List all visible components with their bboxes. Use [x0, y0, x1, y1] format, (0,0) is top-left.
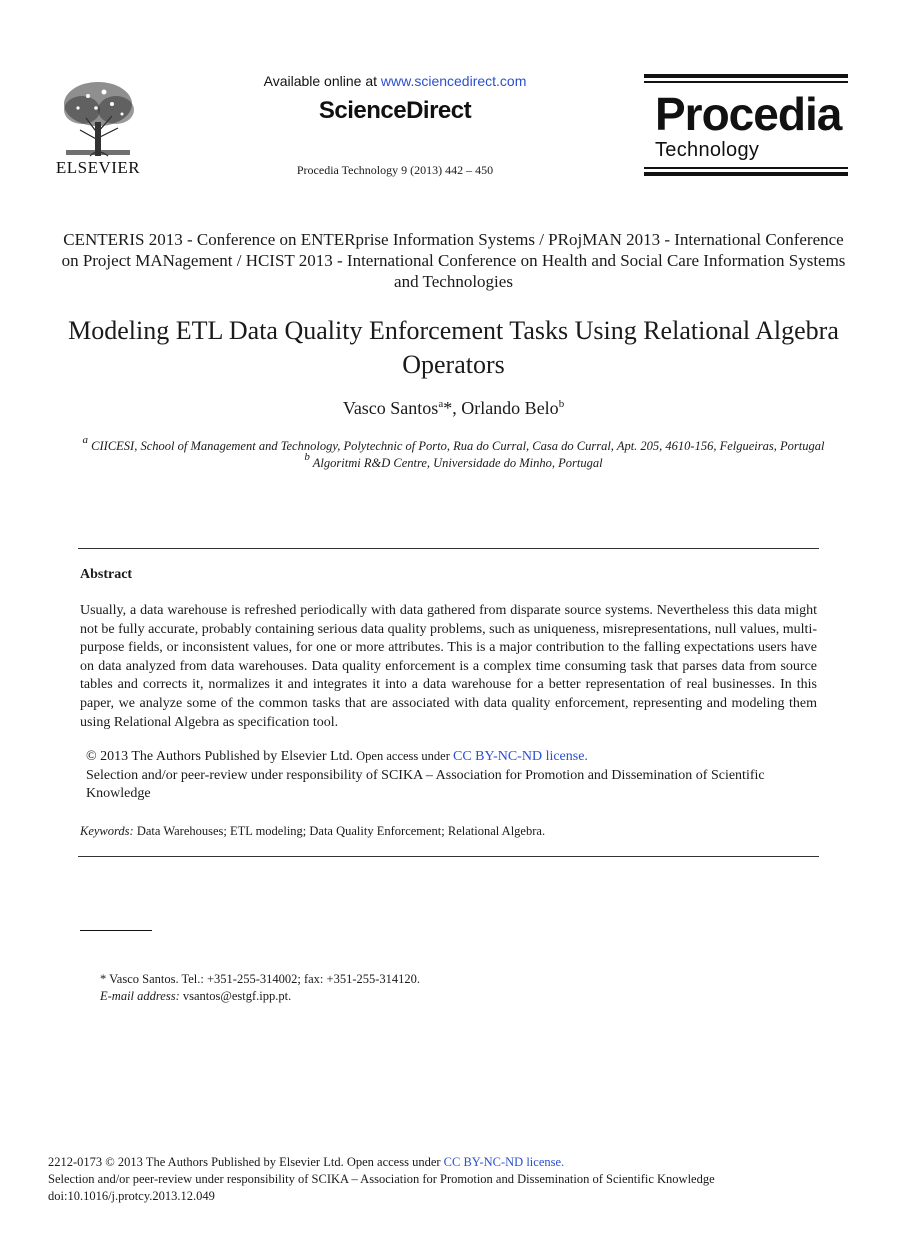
- author-name: Vasco Santos: [342, 398, 439, 418]
- procedia-top-thin-bar: [644, 81, 848, 83]
- contact-line: * Vasco Santos. Tel.: +351-255-314002; fax: +351-255-314120.: [100, 972, 421, 986]
- affiliation-mark: a: [82, 434, 89, 446]
- paper-title: Modeling ETL Data Quality Enforcement Tasks Using Relational Algebra Operators: [68, 316, 839, 379]
- journal-reference: Procedia Technology 9 (2013) 442 – 450: [296, 163, 494, 177]
- footer-peer-review: Selection and/or peer-review under responsibility of SCIKA – Association for Promotion and Dissemination of Scientific Knowledge: [48, 1172, 715, 1186]
- procedia-logo-title: Procedia: [655, 88, 842, 140]
- footer-license-link[interactable]: CC BY-NC-ND license.: [443, 1155, 565, 1169]
- email-label: E-mail address:: [100, 989, 180, 1003]
- copyright-line: © 2013 The Authors Published by Elsevier Ltd.: [86, 749, 354, 764]
- procedia-bottom-bar: [644, 172, 848, 176]
- publication-footer: [48, 1154, 868, 1205]
- author-affiliation-mark: a: [438, 398, 444, 410]
- keywords-text: Data Warehouses; ETL modeling; Data Quality Enforcement; Relational Algebra.: [133, 824, 546, 838]
- procedia-top-bar: [644, 74, 848, 78]
- affiliation-text: CIICESI, School of Management and Technology, Polytechnic of Porto, Rua do Curral, Casa do Curral, Apt. 205, 4610-156, Felgueiras, Portugal: [91, 439, 825, 453]
- license-link[interactable]: CC BY-NC-ND license.: [453, 749, 588, 764]
- available-online-line: [230, 73, 560, 89]
- abstract-text: Usually, a data warehouse is refreshed periodically with data gathered from disparate source systems. Nevertheless this data might not be fully accurate, probably containing serious data quality problems, such as uniqueness, misrepresentations, null values, multi-purpose fields, or inconsistent values, for one or more attributes. This is a major contribution to the falling expectations users have on data analyzed from data warehouses. Data quality enforcement is a complex time consuming task that parses data from source tables and corrects it, normalizes it and integrates it into a data warehouse for a better representation of real businesses. In this paper, we analyze some of the common tasks that are associated with data quality enforcement, representing and modeling them using Relational Algebra as specification tool.: [80, 603, 817, 730]
- available-online-label: Available online at: [263, 73, 381, 89]
- keywords-label: Keywords:: [80, 824, 134, 838]
- author-separator: *,: [443, 398, 462, 418]
- author-name: Orlando Belo: [461, 398, 559, 418]
- copyright-notice: [86, 747, 786, 804]
- procedia-bottom-thin-bar: [644, 167, 848, 169]
- issn-line: [48, 1154, 868, 1171]
- sciencedirect-link[interactable]: www.sciencedirect.com: [380, 73, 527, 89]
- email-line: [100, 988, 800, 1005]
- affiliation-item: [60, 434, 847, 455]
- abstract-bottom-rule: [78, 856, 819, 857]
- open-access-label: Open access under: [353, 749, 453, 763]
- publisher-wordmark: ELSEVIER: [55, 158, 141, 177]
- doi: doi:10.1016/j.protcy.2013.12.049: [48, 1189, 215, 1203]
- email-address: vsantos@estgf.ipp.pt.: [179, 989, 292, 1003]
- peer-review-statement: Selection and/or peer-review under responsibility of SCIKA – Association for Promotion and Dissemination of Scientific Knowledge: [86, 767, 765, 802]
- abstract-heading: Abstract: [80, 567, 133, 582]
- author-affiliation-mark: b: [558, 398, 565, 410]
- author-list: [60, 398, 847, 419]
- issn-text: 2212-0173 © 2013 The Authors Published by Elsevier Ltd. Open access under: [48, 1155, 444, 1169]
- footnote-rule: [80, 930, 152, 931]
- keywords: [80, 824, 817, 839]
- affiliation-item: [60, 451, 847, 472]
- corresponding-author-footnote: [100, 971, 800, 1005]
- procedia-logo-subtitle: Technology: [655, 139, 760, 161]
- affiliation-text: Algoritmi R&D Centre, Universidade do Minho, Portugal: [312, 456, 603, 470]
- abstract-top-rule: [78, 548, 819, 549]
- conference-name: CENTERIS 2013 - Conference on ENTERprise Information Systems / PRojMAN 2013 - International Conference on Project MANagement / HCIST 2013 - International Conference on Health and Social Care Information Systems and Technologies: [61, 230, 846, 291]
- affiliation-mark: b: [304, 451, 310, 463]
- sciencedirect-wordmark: ScienceDirect: [318, 97, 472, 124]
- affiliation-list: [60, 434, 847, 472]
